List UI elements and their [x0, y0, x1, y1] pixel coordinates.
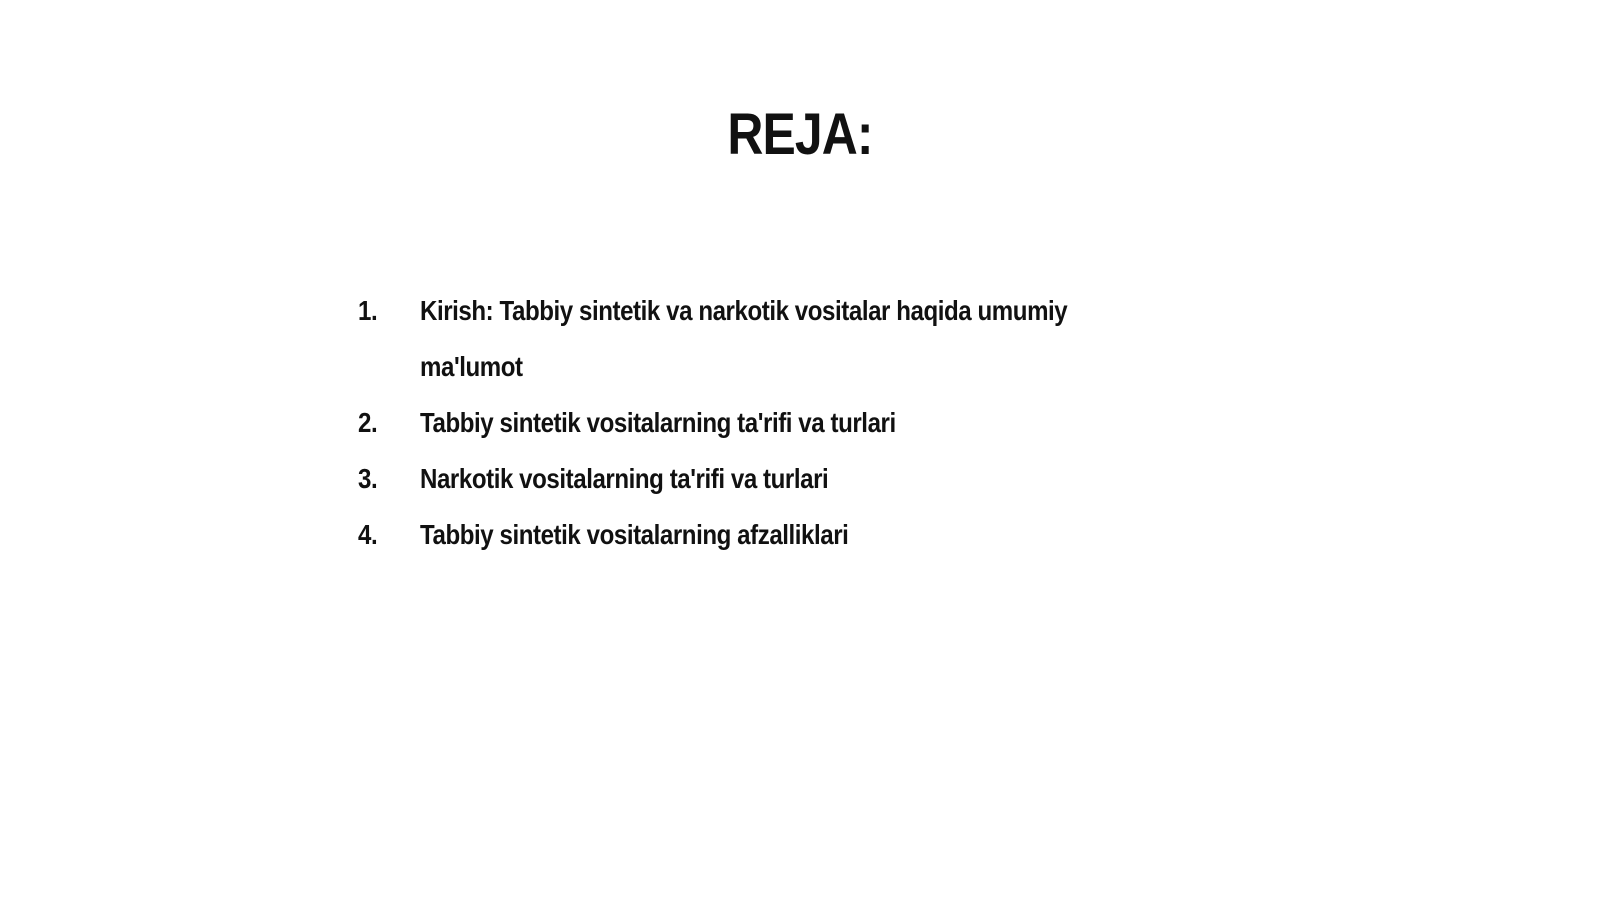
list-item-number: 2.: [358, 407, 378, 438]
list-item: [358, 507, 1178, 563]
list-item-text-continuation: ma'lumot: [420, 351, 523, 382]
list-item-number: 3.: [358, 463, 378, 494]
list-item-text: Tabbiy sintetik vositalarning afzalliklari: [420, 519, 849, 550]
list-item: [358, 451, 1178, 507]
slide-title: REJA:: [727, 102, 873, 167]
list-item-text: Narkotik vositalarning ta'rifi va turlari: [420, 463, 829, 494]
list-item-number: 1.: [358, 295, 378, 326]
plan-list: [358, 283, 1178, 563]
list-item-text-line: Kirish: Tabbiy sintetik va narkotik vositalar haqida umumiy: [420, 295, 1068, 326]
list-item-number: 4.: [358, 519, 378, 550]
list-item: [358, 283, 1178, 395]
list-item-text: [420, 283, 1072, 395]
list-item-text: Tabbiy sintetik vositalarning ta'rifi va turlari: [420, 407, 896, 438]
list-item: [358, 395, 1178, 451]
